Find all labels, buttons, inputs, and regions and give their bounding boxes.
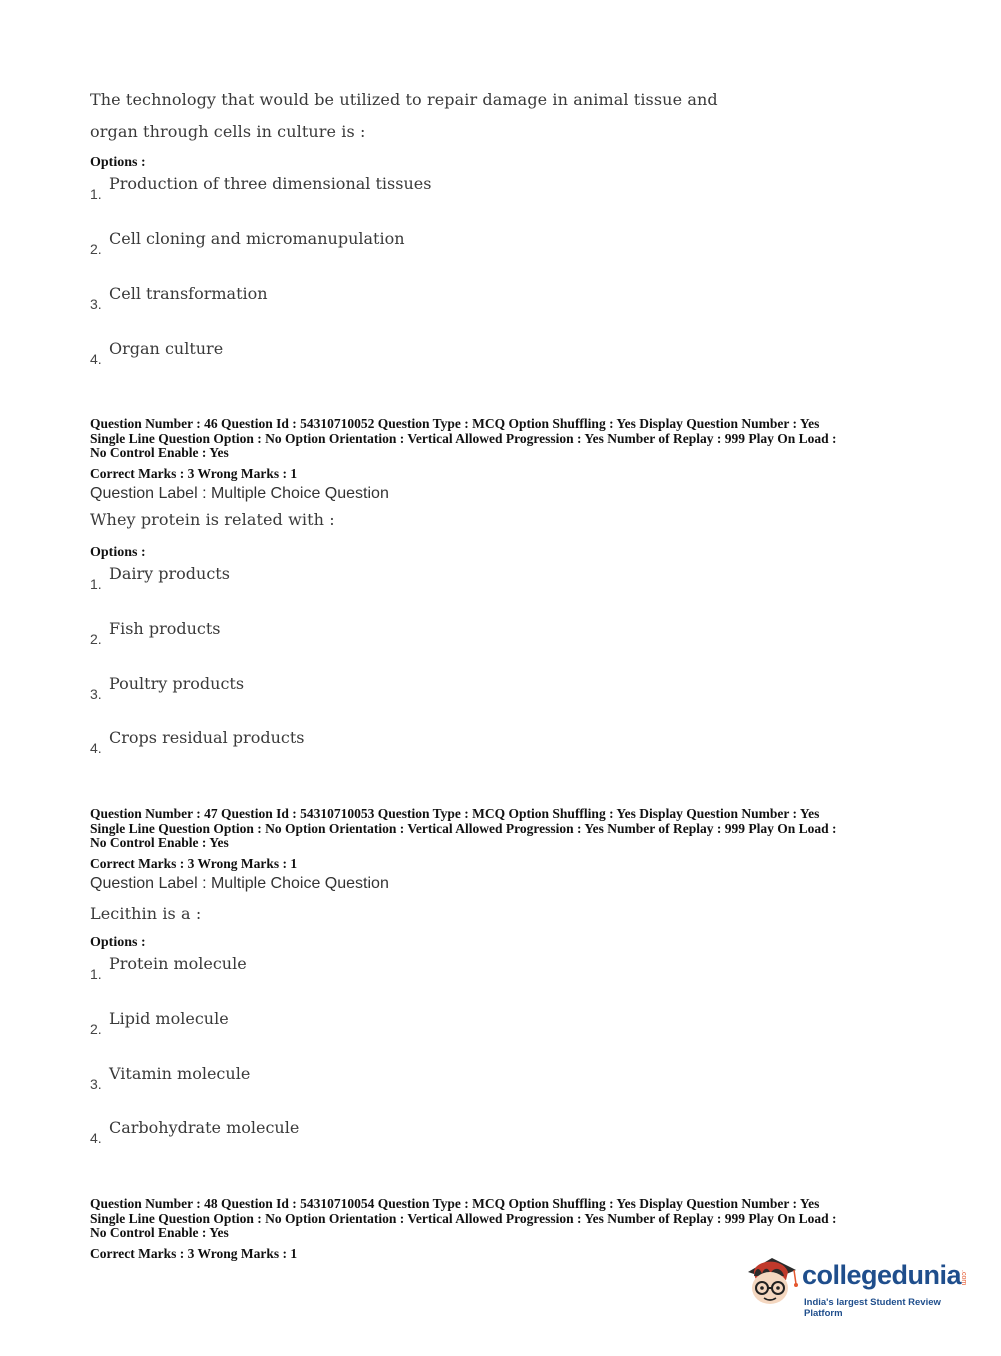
question-meta-line: Single Line Question Option : No Option Orientation : Vertical Allowed Progression : Yes Number of Replay : 999 Play On Load : <box>90 820 837 836</box>
option-text: Cell transformation <box>109 284 268 303</box>
option-number: 3. <box>90 686 102 702</box>
question-meta-line: Single Line Question Option : No Option Orientation : Vertical Allowed Progression : Yes Number of Replay : 999 Play On Load : <box>90 430 837 446</box>
option-text: Protein molecule <box>109 954 247 973</box>
question-text-line: organ through cells in culture is : <box>90 122 366 141</box>
question-text-line: The technology that would be utilized to repair damage in animal tissue and <box>90 90 718 109</box>
question-meta-line: No Control Enable : Yes <box>90 445 229 460</box>
mascot-icon <box>742 1252 800 1314</box>
option-number: 4. <box>90 740 102 756</box>
collegedunia-logo <box>742 1250 972 1320</box>
option-text: Carbohydrate molecule <box>109 1118 300 1137</box>
question-meta-line: No Control Enable : Yes <box>90 1225 229 1240</box>
logo-tagline: India's largest Student Review Platform <box>804 1297 941 1319</box>
option-number: 1. <box>90 966 102 982</box>
option-number: 2. <box>90 241 102 257</box>
question-marks: Correct Marks : 3 Wrong Marks : 1 <box>90 856 298 871</box>
question-meta <box>90 417 920 461</box>
question-meta <box>90 1197 920 1241</box>
option-text: Dairy products <box>109 564 230 583</box>
option-number: 4. <box>90 351 102 367</box>
logo-suffix: .com <box>960 1270 967 1286</box>
question-meta-line: Question Number : 47 Question Id : 54310710053 Question Type : MCQ Option Shuffling : Yes Display Question Number : Yes <box>90 806 820 821</box>
option-number: 3. <box>90 1076 102 1092</box>
option-text: Fish products <box>109 619 221 638</box>
question-label: Question Label : Multiple Choice Question <box>90 875 389 892</box>
question-marks: Correct Marks : 3 Wrong Marks : 1 <box>90 466 298 481</box>
option-text: Cell cloning and micromanupulation <box>109 229 405 248</box>
option-number: 1. <box>90 576 102 592</box>
question-meta-line: Question Number : 48 Question Id : 54310710054 Question Type : MCQ Option Shuffling : Yes Display Question Number : Yes <box>90 1196 820 1211</box>
option-text: Lipid molecule <box>109 1009 229 1028</box>
options-label: Options : <box>90 155 146 170</box>
question-meta-line: Question Number : 46 Question Id : 54310710052 Question Type : MCQ Option Shuffling : Yes Display Question Number : Yes <box>90 416 820 431</box>
logo-brand-text: collegedunia <box>802 1260 962 1290</box>
question-text: Lecithin is a : <box>90 904 202 923</box>
option-text: Crops residual products <box>109 728 305 747</box>
option-number: 2. <box>90 631 102 647</box>
question-meta-line: Single Line Question Option : No Option Orientation : Vertical Allowed Progression : Yes Number of Replay : 999 Play On Load : <box>90 1210 837 1226</box>
question-meta-line: No Control Enable : Yes <box>90 835 229 850</box>
option-number: 1. <box>90 186 102 202</box>
question-text: Whey protein is related with : <box>90 510 335 529</box>
options-label: Options : <box>90 935 146 950</box>
question-meta <box>90 807 920 851</box>
question-label: Question Label : Multiple Choice Question <box>90 485 389 502</box>
option-text: Production of three dimensional tissues <box>109 174 432 193</box>
option-number: 3. <box>90 296 102 312</box>
option-number: 2. <box>90 1021 102 1037</box>
option-number: 4. <box>90 1130 102 1146</box>
options-label: Options : <box>90 545 146 560</box>
option-text: Vitamin molecule <box>109 1064 251 1083</box>
option-text: Organ culture <box>109 339 224 358</box>
option-text: Poultry products <box>109 674 245 693</box>
question-marks: Correct Marks : 3 Wrong Marks : 1 <box>90 1246 298 1261</box>
